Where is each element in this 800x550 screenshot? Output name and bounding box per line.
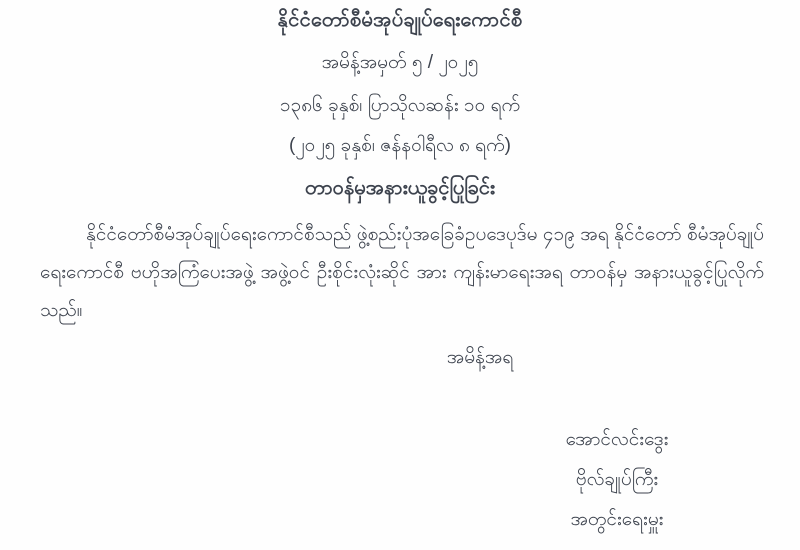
by-order-line: အမိန့်အရ — [446, 347, 514, 368]
signatory-name: အောင်လင်းဒွေး — [565, 429, 669, 450]
organization-title: နိုင်ငံတော်စီမံအုပ်ချုပ်ရေးကောင်စီ — [277, 9, 523, 31]
gregorian-calendar-date-line: (၂၀၂၅ ခုနှစ်၊ ဇန်နဝါရီလ ၈ ရက်) — [288, 135, 511, 156]
myanmar-calendar-date-line: ၁၃၈၆ ခုနှစ်၊ ပြာသိုလဆန်း ၁၀ ရက် — [279, 95, 521, 116]
signatory-position: အတွင်းရေးမှူး — [570, 509, 664, 530]
body-paragraph: နိုင်ငံတော်စီမံအုပ်ချုပ်ရေးကောင်စီသည် ဖွဲ့စည်းပုံအခြေခံဥပဒေပုဒ်မ ၄၁၉ အရ နိုင်ငံတော် စီမံအုပ်ချုပ်ရေးကောင်စီ ဗဟိုအကြံပေးအဖွဲ့ အဖွဲ့ဝင် ဦးစိုင်းလုံးဆိုင် အား ကျန်းမာရေးအရ တာဝန်မှ အနားယူခွင့်ပြုလိုက်သည်။ — [40, 224, 764, 321]
subject-title: တာဝန်မှအနားယူခွင့်ပြုခြင်း — [304, 177, 496, 199]
signature-block — [566, 420, 669, 540]
signatory-rank: ဗိုလ်ချုပ်ကြီး — [575, 469, 659, 490]
order-number-line: အမိန့်အမှတ် ၅ / ၂၀၂၅ — [321, 52, 479, 73]
